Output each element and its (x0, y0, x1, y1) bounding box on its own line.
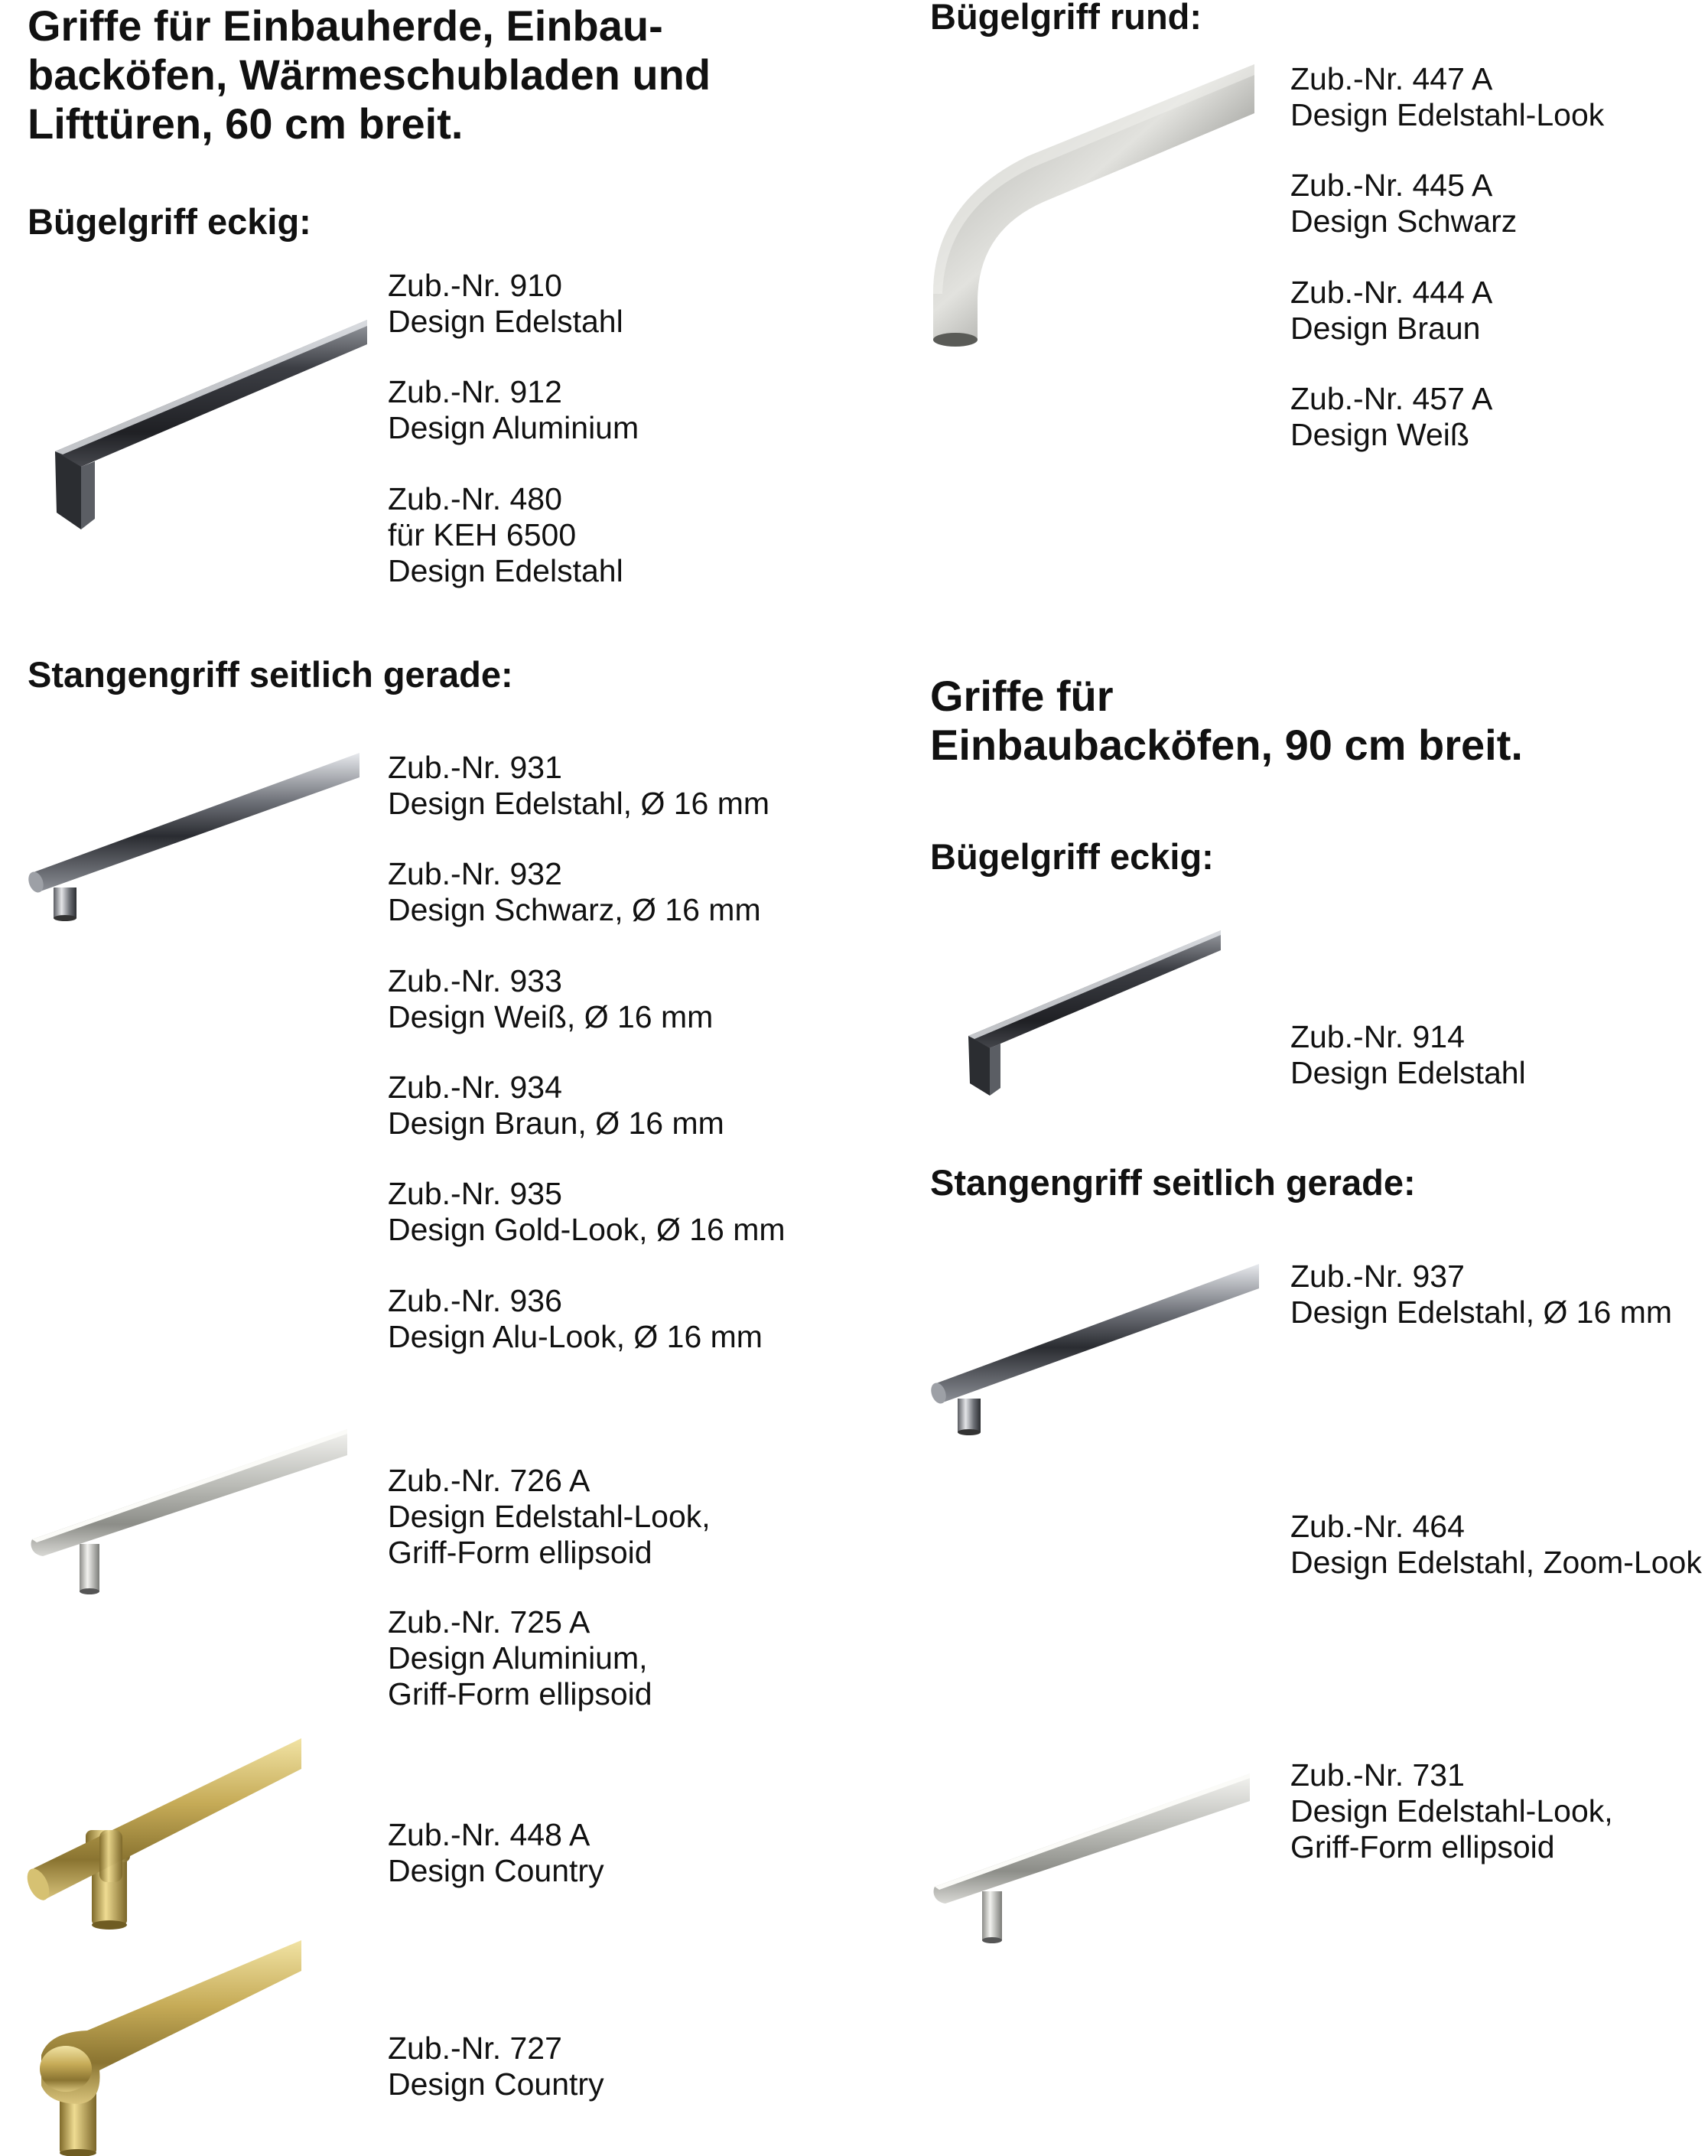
left-entry-7-line-1: Design Gold-Look, Ø 16 mm (388, 1212, 786, 1247)
left-entry-2 (388, 481, 623, 589)
handle-image-stangengriff-ellipsoid (26, 1425, 347, 1597)
right-entry-6-line-1: Design Edelstahl, Zoom-Look (1290, 1545, 1702, 1580)
left-entry-7-line-0: Zub.-Nr. 935 (388, 1176, 562, 1211)
right-entry-5 (1290, 1259, 1672, 1330)
left-entry-7 (388, 1176, 786, 1248)
handle-image-country-448a (26, 1738, 301, 1930)
left-entry-0 (388, 268, 623, 340)
left-entry-11-line-1: Design Country (388, 1853, 604, 1888)
right-entry-7-line-2: Griff-Form ellipsoid (1290, 1829, 1555, 1865)
left-entry-12-line-1: Design Country (388, 2066, 604, 2102)
right-entry-6-line-0: Zub.-Nr. 464 (1290, 1509, 1465, 1544)
left-entry-6 (388, 1070, 724, 1142)
right-entry-1-line-0: Zub.-Nr. 445 A (1290, 168, 1493, 203)
right-main-title-line-1: Griffe für (930, 672, 1114, 720)
left-entry-8 (388, 1283, 763, 1355)
left-entry-1 (388, 374, 639, 446)
left-entry-2-line-0: Zub.-Nr. 480 (388, 481, 562, 516)
right-entry-0-line-0: Zub.-Nr. 447 A (1290, 61, 1493, 96)
left-entry-10 (388, 1604, 652, 1712)
right-entry-3-line-1: Design Weiß (1290, 417, 1469, 452)
handle-image-stangengriff-steel (26, 750, 359, 933)
left-entry-5 (388, 963, 713, 1035)
left-entry-4 (388, 856, 761, 928)
left-entry-6-line-1: Design Braun, Ø 16 mm (388, 1106, 724, 1141)
left-entry-9-line-0: Zub.-Nr. 726 A (388, 1463, 590, 1498)
right-main-title-line-2: Einbaubacköfen, 90 cm breit. (930, 721, 1523, 769)
left-main-title-line-1: Griffe für Einbauherde, Einbau- (28, 2, 663, 50)
right-entry-5-line-0: Zub.-Nr. 937 (1290, 1259, 1465, 1294)
left-entry-10-line-0: Zub.-Nr. 725 A (388, 1604, 590, 1640)
left-entry-9-line-1: Design Edelstahl-Look, (388, 1499, 711, 1534)
right-entry-2 (1290, 275, 1492, 347)
left-entry-1-line-1: Design Aluminium (388, 410, 639, 445)
right-entry-7-line-1: Design Edelstahl-Look, (1290, 1793, 1613, 1829)
left-entry-10-line-2: Griff-Form ellipsoid (388, 1676, 652, 1711)
left-entry-8-line-1: Design Alu-Look, Ø 16 mm (388, 1319, 763, 1354)
right-heading-buegelgriff-eckig: Bügelgriff eckig: (930, 836, 1214, 877)
handle-image-stangengriff-937 (929, 1261, 1259, 1444)
left-entry-11-line-0: Zub.-Nr. 448 A (388, 1817, 590, 1852)
right-entry-3-line-0: Zub.-Nr. 457 A (1290, 381, 1493, 416)
left-entry-2-line-2: Design Edelstahl (388, 553, 623, 588)
left-entry-12 (388, 2031, 604, 2102)
right-entry-0 (1290, 61, 1604, 133)
right-heading-buegelgriff-rund: Bügelgriff rund: (930, 0, 1202, 37)
left-entry-3-line-0: Zub.-Nr. 931 (388, 750, 562, 785)
left-entry-0-line-1: Design Edelstahl (388, 304, 623, 339)
handle-image-buegelgriff-eckig (50, 321, 367, 528)
left-entry-6-line-0: Zub.-Nr. 934 (388, 1070, 562, 1105)
right-entry-6 (1290, 1509, 1702, 1581)
right-main-title (930, 672, 1523, 770)
right-entry-2-line-1: Design Braun (1290, 311, 1481, 346)
right-entry-4 (1290, 1019, 1526, 1091)
right-entry-7-line-0: Zub.-Nr. 731 (1290, 1757, 1465, 1793)
right-entry-1-line-1: Design Schwarz (1290, 204, 1518, 239)
left-heading-buegelgriff-eckig: Bügelgriff eckig: (28, 201, 311, 242)
left-entry-0-line-0: Zub.-Nr. 910 (388, 268, 562, 303)
right-entry-2-line-0: Zub.-Nr. 444 A (1290, 275, 1493, 310)
handle-image-country-727 (26, 1940, 301, 2156)
right-entry-1 (1290, 168, 1517, 239)
left-entry-11 (388, 1817, 604, 1889)
left-entry-4-line-0: Zub.-Nr. 932 (388, 856, 562, 891)
left-main-title-line-2: backöfen, Wärmeschubladen und (28, 50, 711, 99)
left-entry-12-line-0: Zub.-Nr. 727 (388, 2031, 562, 2066)
handle-image-buegelgriff-eckig-914 (965, 930, 1221, 1096)
left-entry-10-line-1: Design Aluminium, (388, 1640, 648, 1676)
right-entry-4-line-1: Design Edelstahl (1290, 1055, 1526, 1090)
right-entry-4-line-0: Zub.-Nr. 914 (1290, 1019, 1465, 1054)
right-entry-0-line-1: Design Edelstahl-Look (1290, 97, 1605, 132)
left-entry-1-line-0: Zub.-Nr. 912 (388, 374, 562, 409)
left-main-title-line-3: Lifttüren, 60 cm breit. (28, 99, 464, 148)
left-entry-9 (388, 1463, 711, 1571)
left-entry-4-line-1: Design Schwarz, Ø 16 mm (388, 892, 761, 927)
right-heading-stangengriff: Stangengriff seitlich gerade: (930, 1162, 1416, 1203)
handle-image-stangengriff-731 (929, 1769, 1250, 1945)
right-entry-3 (1290, 381, 1492, 453)
left-entry-3 (388, 750, 769, 822)
left-entry-5-line-0: Zub.-Nr. 933 (388, 963, 562, 998)
handle-image-buegelgriff-rund (929, 64, 1254, 347)
left-entry-2-line-1: für KEH 6500 (388, 517, 577, 552)
left-entry-3-line-1: Design Edelstahl, Ø 16 mm (388, 786, 770, 821)
left-heading-stangengriff: Stangengriff seitlich gerade: (28, 654, 513, 695)
right-entry-5-line-1: Design Edelstahl, Ø 16 mm (1290, 1295, 1673, 1330)
left-entry-9-line-2: Griff-Form ellipsoid (388, 1535, 652, 1570)
left-entry-5-line-1: Design Weiß, Ø 16 mm (388, 999, 714, 1034)
left-main-title (28, 2, 711, 148)
right-entry-7 (1290, 1757, 1613, 1865)
left-entry-8-line-0: Zub.-Nr. 936 (388, 1283, 562, 1318)
